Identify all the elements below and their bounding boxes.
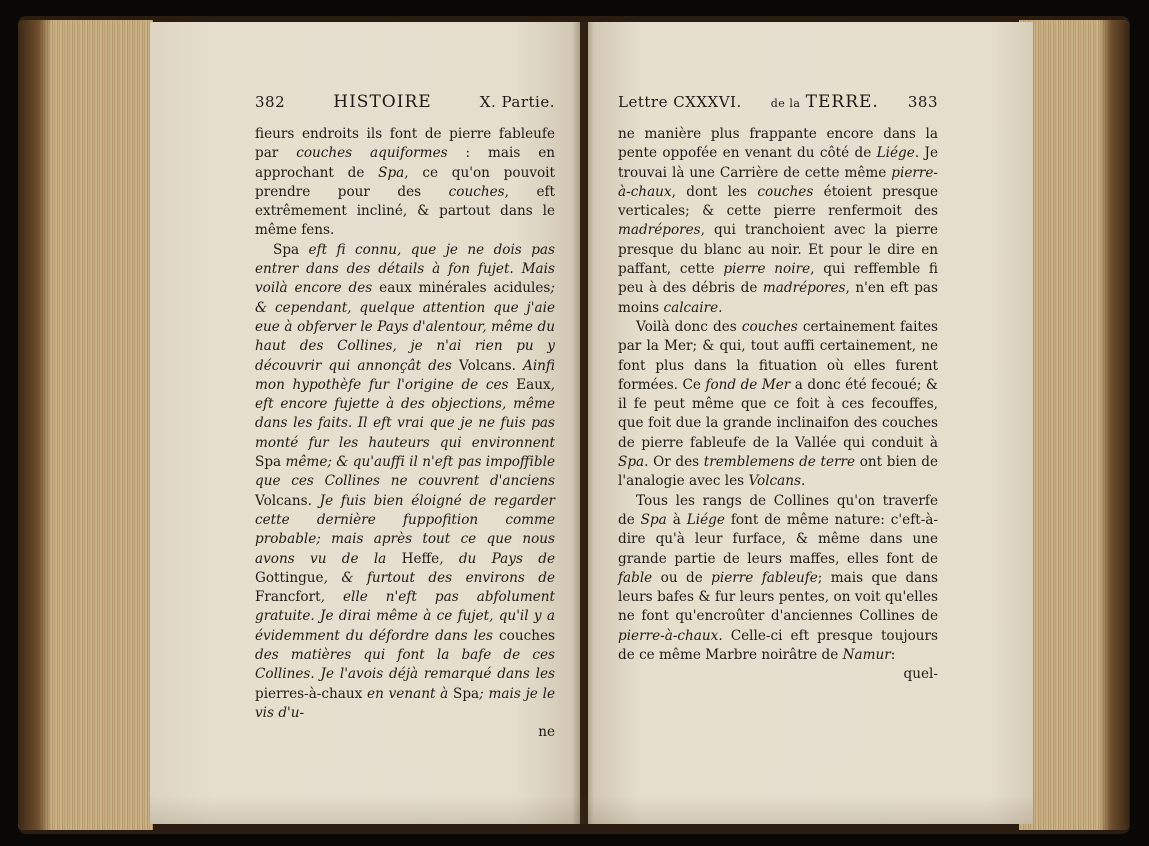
text-run: , qui tranchoient avec la pierre presque du blanc au noir. Et pour le dire en paffant, cette bbox=[618, 222, 938, 278]
text-run: pierres-à-chaux bbox=[255, 685, 363, 702]
text-run: Gottingue bbox=[255, 569, 324, 586]
italic-term: couches bbox=[448, 183, 505, 200]
left-running-header bbox=[255, 92, 555, 112]
text-run: , eft extrêmement incliné, & partout dans le même fens. bbox=[255, 183, 555, 239]
left-running-title: HISTOIRE bbox=[333, 92, 432, 112]
text-run: Spa bbox=[255, 454, 282, 471]
italic-term: Spa bbox=[618, 454, 645, 471]
text-run: certainement faites par la Mer; & qui, tout auffi certainement, ne font plus dans la fituation où elles furent formées. Ce bbox=[618, 318, 938, 393]
text-run: Spa bbox=[273, 241, 300, 258]
italic-term: calcaire bbox=[663, 299, 719, 316]
text-run: . Celle-ci eft presque toujours de ce même Marbre noirâtre de bbox=[618, 627, 938, 664]
italic-term: ; & cependant, quelque attention que j'aie eue à obferver le Pays d'alentour, même du haut des Collines, je n'ai rien pu y découvrir qui annonçât des bbox=[255, 280, 555, 374]
right-running-small: de la bbox=[770, 97, 801, 110]
right-running-left: Lettre CXXXVI. bbox=[618, 93, 742, 111]
text-run: ou de bbox=[652, 569, 712, 586]
right-page bbox=[588, 22, 1033, 824]
text-run: ; mais que dans leurs bafes & fur leurs pentes, on voit qu'elles ne font qu'encroûter d'anciennes Collines de bbox=[618, 569, 938, 625]
right-page-number: 383 bbox=[907, 93, 938, 111]
italic-term: tremblemens de terre bbox=[703, 454, 856, 471]
italic-term: pierre-à-chaux bbox=[618, 164, 938, 200]
italic-term: eft fi connu, que je ne dois pas entrer dans des détails à fon fujet. Mais voilà encore des bbox=[255, 241, 555, 297]
text-run: : mais en approchant de bbox=[255, 145, 555, 181]
italic-term: couches bbox=[757, 183, 814, 200]
italic-term: Spa bbox=[378, 164, 405, 181]
left-section: X. Partie. bbox=[479, 93, 555, 111]
text-run: , dont les bbox=[671, 183, 758, 200]
italic-term: Volcans bbox=[748, 473, 802, 490]
text-run: a donc été fecoué; & il fe peut même que ce foit à ces fecouffes, que foit due la grande inclinaifon des couches de pierre fableufe de la Vallée qui conduit à bbox=[618, 376, 938, 451]
text-run: . Or des bbox=[644, 454, 704, 471]
left-page-text bbox=[255, 125, 555, 743]
italic-term: ; mais je le vis d'u- bbox=[255, 685, 555, 721]
paragraph bbox=[618, 492, 938, 666]
right-page-edges bbox=[1019, 20, 1129, 830]
paragraph bbox=[255, 125, 555, 241]
italic-term: en venant à bbox=[362, 685, 454, 702]
italic-term: fond de Mer bbox=[705, 376, 791, 393]
paragraph bbox=[255, 241, 555, 723]
italic-term: , elle n'eft pas abfolument gratuite. Je dirai même à ce fujet, qu'il y a évidemment du défordre dans les bbox=[255, 589, 555, 644]
italic-term: madrépores bbox=[762, 280, 846, 297]
gutter-shadow bbox=[572, 22, 594, 824]
italic-term: couches bbox=[741, 318, 798, 335]
text-run: fieurs endroits ils font de pierre fableufe par bbox=[255, 126, 555, 162]
text-run: Voilà donc des bbox=[636, 318, 742, 335]
text-run: Tous les rangs de Collines qu'on traverfe de bbox=[618, 492, 938, 528]
italic-term: Namur bbox=[842, 647, 891, 664]
text-run: : bbox=[890, 647, 896, 664]
text-run: font de même nature: c'eft-à-dire qu'à leur furface, & même dans une grande partie de leurs maffes, elles font de bbox=[618, 511, 938, 567]
left-page-number: 382 bbox=[255, 93, 286, 111]
text-run: couches bbox=[499, 627, 555, 644]
italic-term: madrépores bbox=[618, 222, 701, 239]
left-page bbox=[150, 22, 580, 824]
italic-term: . Ainfi mon hypothèfe fur l'origine de ces bbox=[255, 357, 555, 393]
text-run: ne manière plus frappante encore dans la pente oppofée en venant du côté de bbox=[618, 126, 938, 162]
italic-term: . Je fuis bien éloigné de regarder cette dernière fuppofition comme probable; mais après tout ce que nous avons vu de la bbox=[255, 492, 555, 567]
italic-term: , eft encore fujette à des objections, même dans les faits. Il eft vrai que je ne fuis pas monté fur les hauteurs qui environnent bbox=[255, 376, 555, 451]
italic-term: Liége bbox=[686, 511, 725, 528]
right-running-header bbox=[618, 92, 938, 112]
right-running-big: TERRE. bbox=[805, 92, 879, 112]
italic-term: couches aquiformes bbox=[296, 145, 448, 162]
italic-term: , & furtout des environs de bbox=[323, 569, 555, 586]
text-run: Volcans bbox=[459, 357, 512, 374]
text-run: Volcans bbox=[255, 492, 308, 509]
text-run: . bbox=[718, 299, 723, 316]
italic-term: fable bbox=[618, 569, 653, 586]
text-run: étoient presque verticales; & cette pierre renfermoit des bbox=[618, 183, 939, 220]
catchword: ne bbox=[538, 724, 555, 741]
italic-term: Spa bbox=[640, 511, 667, 528]
text-run: à bbox=[666, 511, 687, 528]
text-run: Spa bbox=[453, 685, 480, 702]
italic-term: pierre fableufe bbox=[711, 569, 818, 586]
text-run: ont bien de l'analogie avec les bbox=[618, 454, 939, 490]
text-run: Francfort bbox=[255, 589, 321, 606]
text-run: . Je trouvai là une Carrière de cette même bbox=[618, 145, 939, 181]
text-run: , ce qu'on pouvoit prendre pour des bbox=[255, 164, 555, 200]
italic-term: pierre-à-chaux bbox=[618, 627, 719, 644]
text-run: eaux minérales acidules bbox=[379, 280, 551, 297]
italic-term: pierre noire bbox=[723, 261, 811, 278]
text-run: , n'en eft pas moins bbox=[618, 280, 939, 316]
text-run: Heffe bbox=[401, 550, 440, 567]
italic-term: des matières qui font la bafe de ces Collines. Je l'avois déjà remarqué dans les bbox=[255, 647, 555, 683]
left-page-edges bbox=[18, 20, 153, 830]
text-run: Eaux bbox=[516, 376, 551, 393]
italic-term: Liége bbox=[876, 145, 915, 162]
italic-term: même; & qu'auffi il n'eft pas impoffible que ces Collines ne couvrent d'anciens bbox=[255, 454, 555, 490]
paragraph bbox=[618, 318, 938, 492]
catchword: quel- bbox=[903, 666, 938, 683]
paragraph bbox=[618, 125, 938, 318]
bottom-shadow bbox=[150, 795, 1033, 824]
text-run: , qui reffemble fi peu à des débris de bbox=[618, 261, 938, 297]
italic-term: , du Pays de bbox=[439, 550, 555, 567]
text-run: . bbox=[801, 473, 806, 490]
right-page-text bbox=[618, 125, 938, 685]
